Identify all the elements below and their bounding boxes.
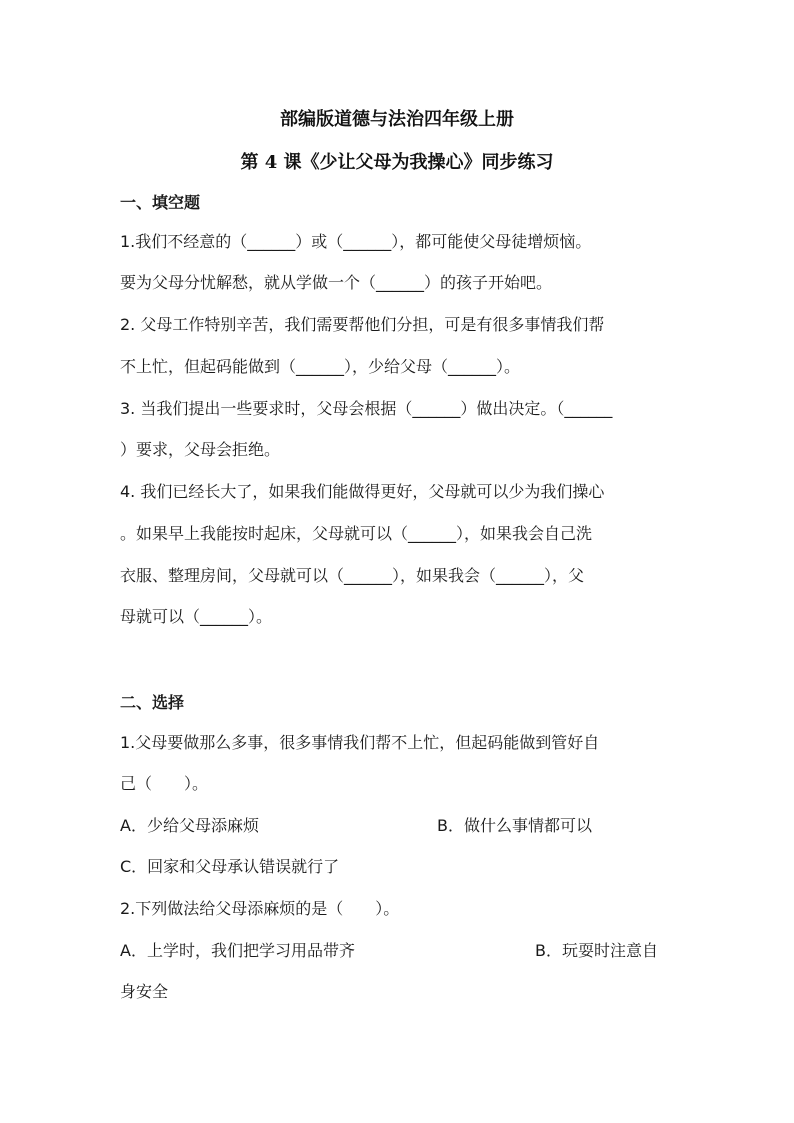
option-b: B．玩耍时注意自 [535,941,658,960]
question-line: 。如果早上我能按时起床，父母就可以（______），如果我会自己洗 [120,524,593,543]
option-b: B．做什么事情都可以 [437,816,592,835]
question-line: 2. 父母工作特别辛苦，我们需要帮他们分担，可是有很多事情我们帮 [120,315,605,334]
question-line: 衣服、整理房间，父母就可以（______），如果我会（______），父 [120,566,585,585]
option-a: A．上学时，我们把学习用品带齐 [120,941,355,960]
question-1-text-cont: 己（ ）。 [120,774,209,793]
question-line: 要为父母分忧解愁，就从学做一个（______）的孩子开始吧。 [120,273,553,292]
question-line: 3. 当我们提出一些要求时，父母会根据（______）做出决定。（______ [120,399,613,418]
option-b-cont: 身安全 [120,982,169,1001]
section-heading-fill-blank: 一、填空题 [120,193,201,212]
question-line: 母就可以（______）。 [120,607,273,626]
question-line: ）要求，父母会拒绝。 [120,440,281,459]
question-1-text: 1.父母要做那么多事，很多事情我们帮不上忙，但起码能做到管好自 [120,733,600,752]
document-title: 部编版道德与法治四年级上册 [280,109,514,130]
question-2-text: 2.下列做法给父母添麻烦的是（ ）。 [120,899,400,918]
document-subtitle: 第 4 课《少让父母为我操心》同步练习 [240,152,554,173]
question-line: 1.我们不经意的（______）或（______），都可能使父母徒增烦恼。 [120,232,592,251]
option-a: A．少给父母添麻烦 [120,816,259,835]
question-line: 4. 我们已经长大了，如果我们能做得更好，父母就可以少为我们操心 [120,482,605,501]
section-heading-choice: 二、选择 [120,693,185,712]
question-line: 不上忙，但起码能做到（______），少给父母（______）。 [120,357,521,376]
option-c: C．回家和父母承认错误就行了 [120,857,340,876]
